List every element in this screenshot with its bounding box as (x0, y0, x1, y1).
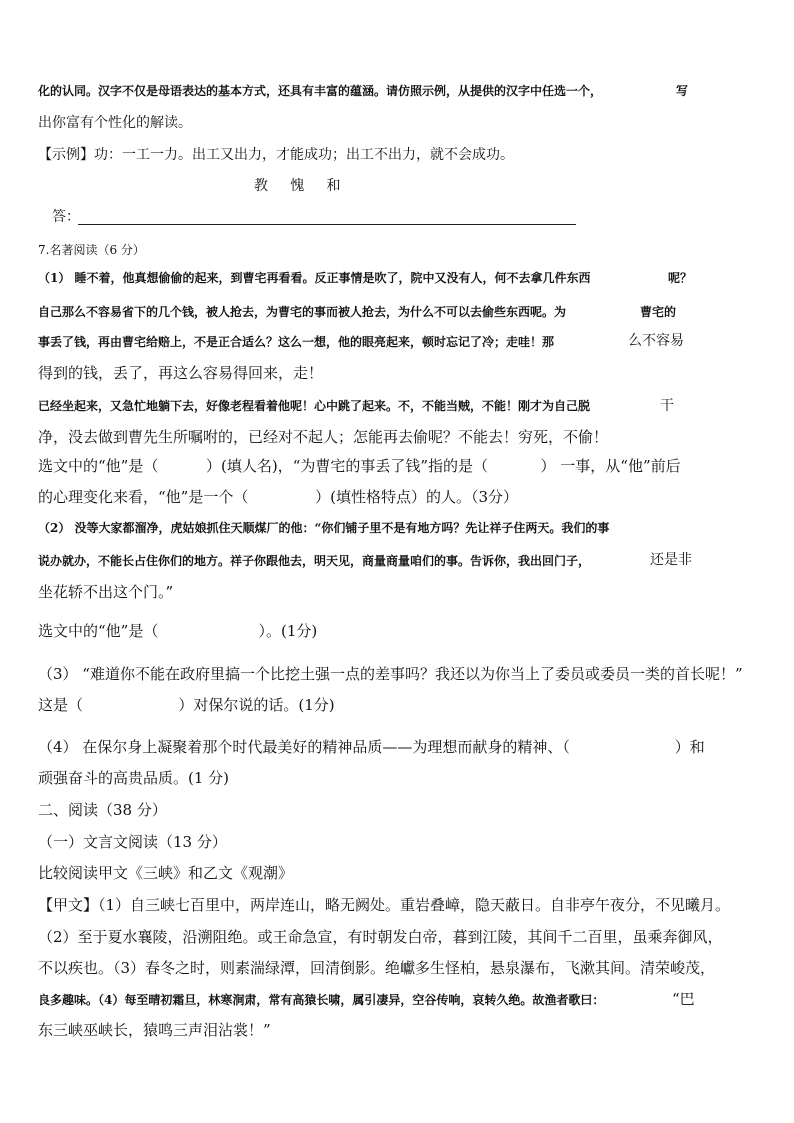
intro-line-2: 出你富有个性化的解读。 (38, 115, 192, 131)
q7-p1-line-1: （1） 睡不着，他真想偷偷的起来，到曹宅再看看。反正事情是吹了，院中又没有人，何不去拿几件东西 (38, 271, 591, 285)
q7-p2-line-3: 坐花轿不出这个门。” (38, 583, 174, 601)
q7-p1-line-3: 事丢了钱，再由曹宅给赔上，不是正合适么？这么一想，他的眼亮起来，顿时忘记了冷；走哇！那 (38, 335, 555, 349)
answer-label: 答： (52, 209, 80, 225)
q7-p4-line-1: （4） 在保尔身上凝聚着那个时代最美好的精神品质——为理想而献身的精神、（ ）和 (38, 738, 705, 756)
q7-p1-line-4: 得到的钱，丢了，再这么容易得回来，走！ (38, 364, 324, 382)
jia-line-5: 东三峡巫峡长，猿鸣三声泪沾裳！” (38, 1021, 271, 1039)
intro-line-1-end: 写 (676, 84, 689, 98)
q7-p4-line-2: 顽强奋斗的高贵品质。(1 分) (38, 769, 230, 787)
section-2-sub-1: （一）文言文阅读（13 分） (38, 833, 227, 851)
q7-p1-line-3-end: 么不容易 (628, 333, 684, 349)
answer-line[interactable] (78, 224, 576, 225)
q7-q1-line-1: 选文中的“他”是（ ）(填人名)，“为曹宅的事丢了钱”指的是（ ） 一事，从“他”前后 (38, 457, 681, 475)
q7-p2-line-2-end: 还是非 (650, 552, 692, 568)
q7-q1-line-2: 的心理变化来看，“他”是一个（ ）(填性格特点）的人。（3分） (38, 488, 518, 506)
q7-p1-line-6: 净，没去做到曹先生所嘱咐的，已经对不起人；怎能再去偷呢？不能去！穷死，不偷！ (38, 428, 609, 446)
q7-p3-line-1: （3） “难道你不能在政府里搞一个比挖土强一点的差事吗？我还以为你当上了委员或委员一类的首长呢！” (38, 665, 743, 683)
section-2-title: 二、阅读（38 分） (38, 801, 167, 819)
intro-line-1: 化的认同。汉字不仅是母语表达的基本方式，还具有丰富的蕴涵。请仿照示例，从提供的汉字中任选一个， (38, 84, 603, 98)
q7-p2-line-2: 说办就办，不能长占住你们的地方。祥子你跟他去，明天见，商量商量咱们的事。告诉你，我出回门子， (38, 554, 591, 568)
jia-line-3: 不以疾也。（3）春冬之时，则素湍绿潭，回清倒影。绝巘多生怪柏，悬泉瀑布，飞漱其间。清荣峻茂， (38, 959, 716, 977)
compare-reading-title: 比较阅读甲文《三峡》和乙文《观潮》 (38, 864, 294, 882)
candidate-chars: 教 愧 和 (254, 178, 341, 194)
example-line: 【示例】功：一工一力。出工又出力，才能成功；出工不出力，就不会成功。 (38, 147, 514, 163)
jia-line-1: 【甲文】（1）自三峡七百里中，两岸连山，略无阙处。重岩叠嶂，隐天蔽日。自非亭午夜分，不见曦月。 (38, 896, 731, 914)
q7-p1-line-2: 自己那么不容易省下的几个钱，被人抢去，为曹宅的事而被人抢去，为什么不可以去偷些东西呢。为 (38, 305, 567, 319)
q7-p1-line-1-end: 呢？ (668, 271, 693, 285)
jia-line-4-end: “巴 (672, 990, 695, 1008)
q7-title: 7.名著阅读（6 分） (38, 243, 145, 257)
q7-p1-line-5-end: 干 (660, 398, 674, 414)
q7-p1-line-2-end: 曹宅的 (640, 305, 677, 319)
q7-p2-line-1: （2） 没等大家都溜净，虎姑娘抓住天顺煤厂的他：“你们铺子里不是有地方吗？先让祥子住两天。我们的事 (38, 521, 610, 535)
q7-p3-line-2: 这是（ ）对保尔说的话。(1分) (38, 696, 335, 714)
q7-p1-line-5: 已经坐起来，又急忙地躺下去，好像老程看着他呢！心中跳了起来。不，不能当贼，不能！刚才为自己脱 (38, 399, 591, 413)
jia-line-4: 良多趣味。（4）每至晴初霜旦，林寒涧肃，常有高猿长啸，属引凄异，空谷传响，哀转久绝。故渔者歌曰： (38, 993, 605, 1007)
jia-line-2: （2）至于夏水襄陵，沿溯阻绝。或王命急宣，有时朝发白帝，暮到江陵，其间千二百里，虽乘奔御风， (38, 928, 723, 946)
q7-q2: 选文中的“他”是（ ）。(1分) (38, 622, 318, 640)
